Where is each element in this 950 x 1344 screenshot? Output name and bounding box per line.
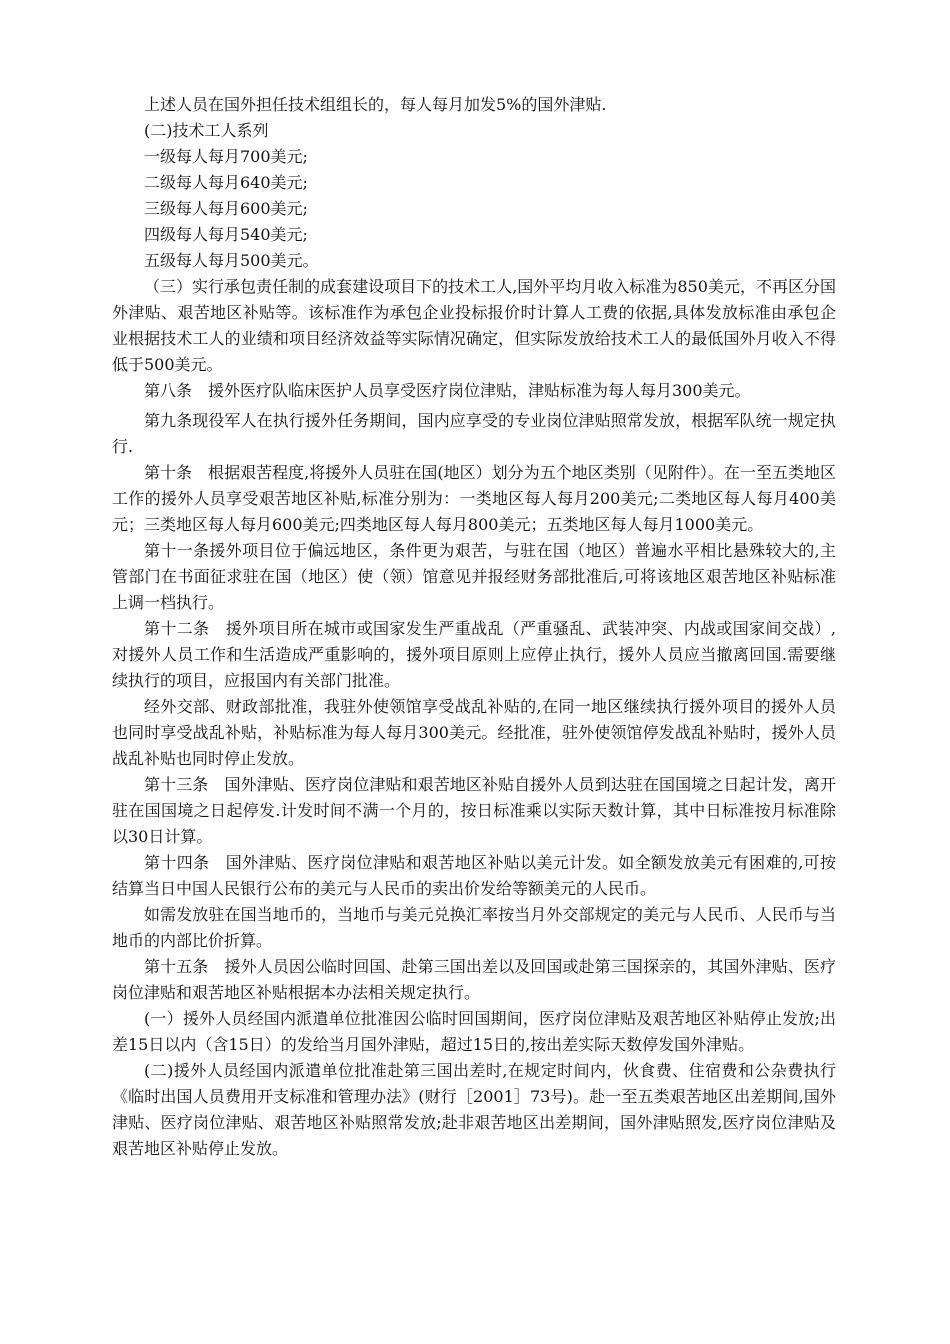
paragraph-article-12: 第十二条 援外项目所在城市或国家发生严重战乱（严重骚乱、武装冲突、内战或国家间交战）,对援外人员工作和生活造成严重影响的，援外项目原则上应停止执行，援外人员应当撤离回国.需要继续执行的项目，应报国内有关部门批准。 xyxy=(112,619,836,690)
paragraph-article-9: 第九条现役军人在执行援外任务期间，国内应享受的专业岗位津贴照常发放，根据军队统一规定执行. xyxy=(112,411,836,456)
paragraph-article-14: 第十四条 国外津贴、医疗岗位津贴和艰苦地区补贴以美元计发。如全额发放美元有困难的,可按结算当日中国人民银行公布的美元与人民币的卖出价发给等额美元的人民币。 xyxy=(112,853,836,898)
paragraph-article-15: 第十五条 援外人员因公临时回国、赴第三国出差以及回国或赴第三国探亲的，其国外津贴、医疗岗位津贴和艰苦地区补贴根据本办法相关规定执行。 xyxy=(112,957,836,1002)
paragraph-grade-5: 五级每人每月500美元。 xyxy=(144,251,319,270)
paragraph-temporary-return: (一）援外人员经国内派遣单位批准因公临时回国期间，医疗岗位津贴及艰苦地区补贴停止发放;出差15日以内（含15日）的发给当月国外津贴，超过15日的,按出差实际天数停发国外津贴。 xyxy=(112,1009,836,1054)
paragraph-grade-2: 二级每人每月640美元; xyxy=(144,173,308,192)
paragraph-grade-4: 四级每人每月540美元; xyxy=(144,225,308,244)
paragraph-article-13: 第十三条 国外津贴、医疗岗位津贴和艰苦地区补贴自援外人员到达驻在国国境之日起计发，离开驻在国国境之日起停发.计发时间不满一个月的，按日标准乘以实际天数计算，其中日标准按月标准除以30日计算。 xyxy=(112,775,836,846)
paragraph-local-currency: 如需发放驻在国当地币的，当地币与美元兑换汇率按当月外交部规定的美元与人民币、人民币与当地币的内部比价折算。 xyxy=(112,905,836,950)
paragraph-article-8: 第八条 援外医疗队临床医护人员享受医疗岗位津贴，津贴标准为每人每月300美元。 xyxy=(144,381,751,400)
paragraph-grade-1: 一级每人每月700美元; xyxy=(144,147,308,166)
paragraph-grade-3: 三级每人每月600美元; xyxy=(144,199,308,218)
paragraph-article-11: 第十一条援外项目位于偏远地区，条件更为艰苦，与驻在国（地区）普遍水平相比悬殊较大的,主管部门在书面征求驻在国（地区）使（领）馆意见并报经财务部批准后,可将该地区艰苦地区补贴标准上调一档执行。 xyxy=(112,541,836,612)
paragraph-war-allowance: 经外交部、财政部批准，我驻外使领馆享受战乱补贴的,在同一地区继续执行援外项目的援外人员也同时享受战乱补贴，补贴标准为每人每月300美元。经批准，驻外使领馆停发战乱补贴时，援外人员战乱补贴也同时停止发放。 xyxy=(112,697,836,768)
paragraph-article-10: 第十条 根据艰苦程度,将援外人员驻在国(地区）划分为五个地区类别（见附件）。在一至五类地区工作的援外人员享受艰苦地区补贴,标准分别为：一类地区每人每月200美元;二类地区每人每月400美元；三类地区每人每月600美元;四类地区每人每月800美元；五类地区每人每月1000美元。 xyxy=(112,463,836,534)
paragraph-technical-worker-heading: (二)技术工人系列 xyxy=(144,121,269,140)
paragraph-group-leader-allowance: 上述人员在国外担任技术组组长的，每人每月加发5%的国外津贴. xyxy=(144,95,607,114)
paragraph-third-country-trip: (二)援外人员经国内派遣单位批准赴第三国出差时,在规定时间内，伙食费、住宿费和公杂费执行《临时出国人员费用开支标准和管理办法》(财行［2001］73号)。赴一至五类艰苦地区出差期间,国外津贴、医疗岗位津贴、艰苦地区补贴照常发放;赴非艰苦地区出差期间，国外津贴照发,医疗岗位津贴及艰苦地区补贴停止发放。 xyxy=(112,1061,836,1158)
paragraph-contract-workers: （三）实行承包责任制的成套建设项目下的技术工人,国外平均月收入标准为850美元，不再区分国外津贴、艰苦地区补贴等。该标准作为承包企业投标报价时计算人工费的依据,具体发放标准由承包企业根据技术工人的业绩和项目经济效益等实际情况确定，但实际发放给技术工人的最低国外月收入不得低于500美元。 xyxy=(112,277,836,374)
document-body xyxy=(112,92,836,1162)
